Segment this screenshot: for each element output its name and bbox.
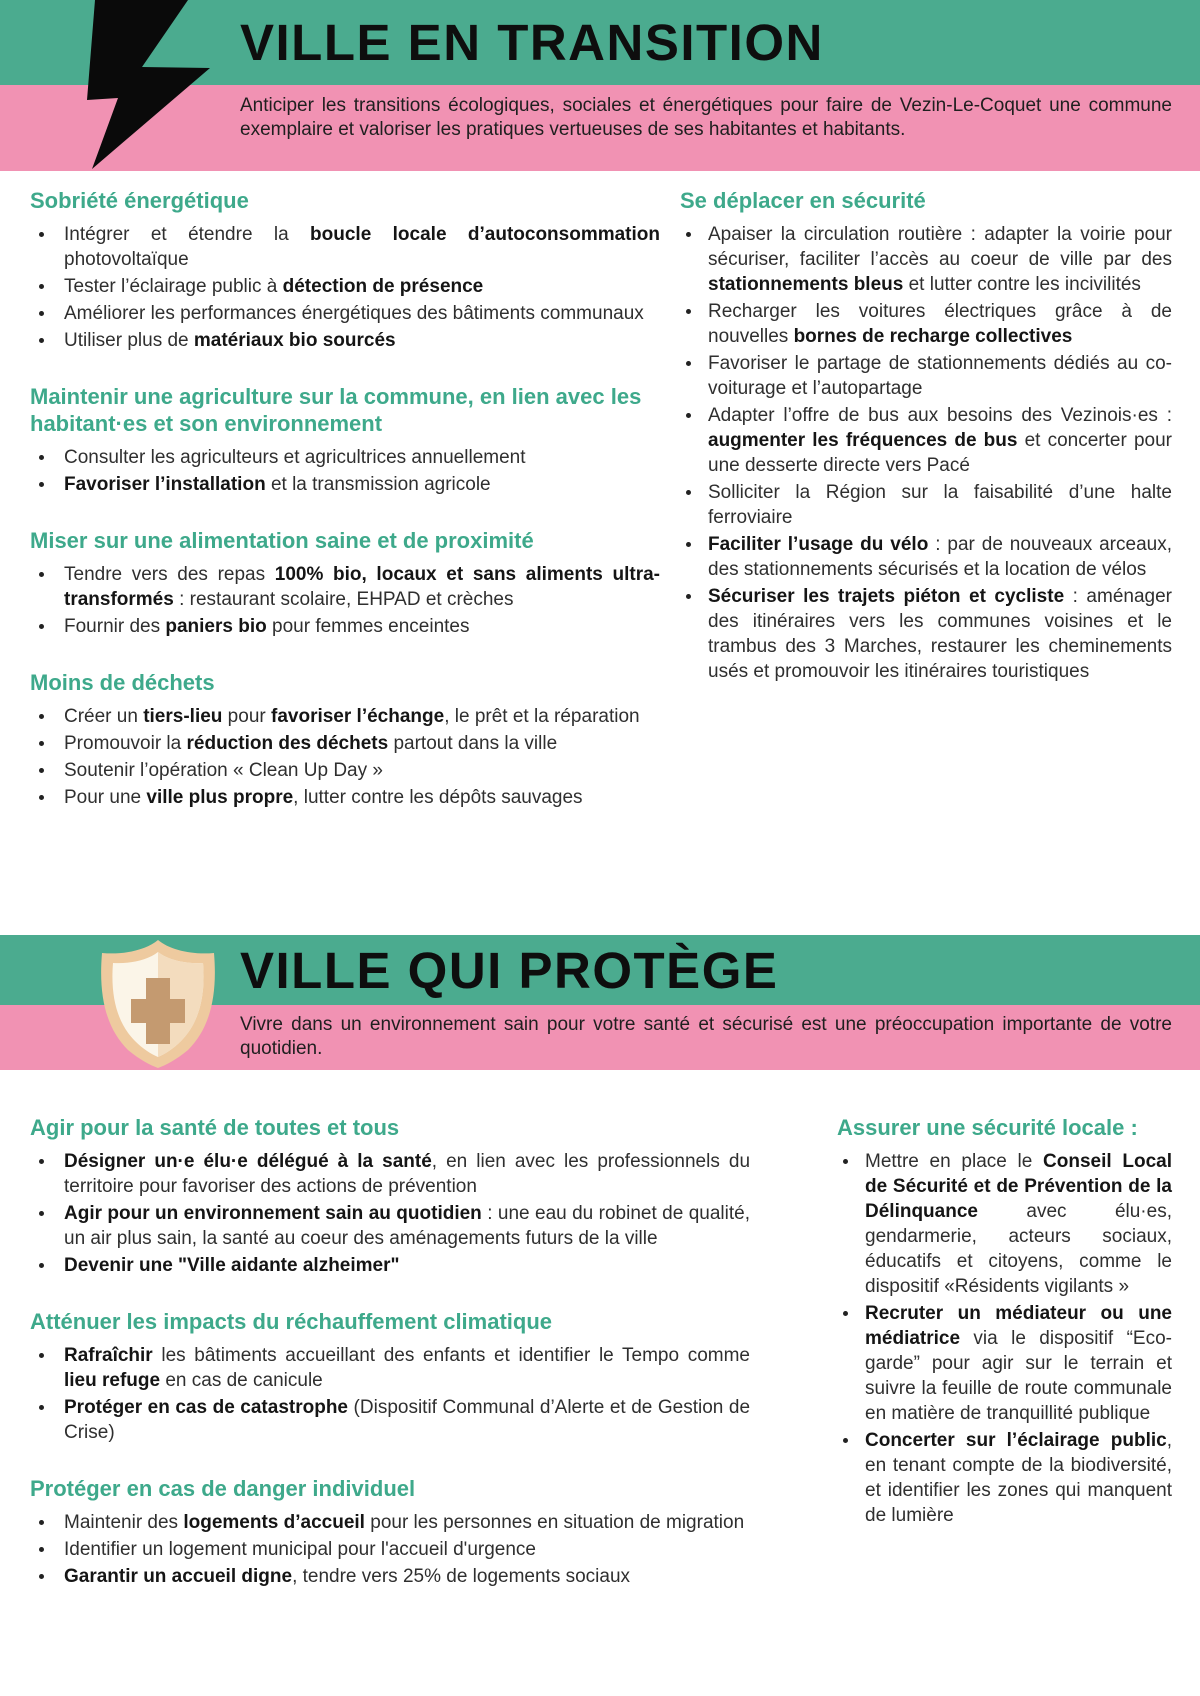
bold-text: Désigner un·e élu·e délégué à la santé bbox=[64, 1151, 432, 1172]
group-heading: Agir pour la santé de toutes et tous bbox=[30, 1115, 400, 1140]
list-item bbox=[30, 1510, 750, 1535]
list-item bbox=[30, 1149, 750, 1199]
list-item bbox=[837, 1301, 1172, 1426]
text: Créer un bbox=[64, 706, 144, 727]
text: et concerter pour une desserte directe vers Pacé bbox=[708, 430, 1172, 476]
list-item bbox=[680, 222, 1172, 297]
text: Apaiser la circulation routière : adapter la voirie pour sécuriser, faciliter l’accès au coeur de ville par des bbox=[708, 224, 1172, 270]
list-item bbox=[680, 584, 1172, 684]
group-heading: Moins de déchets bbox=[30, 670, 215, 695]
bullet-list bbox=[30, 562, 660, 639]
group-heading: Atténuer les impacts du réchauffement climatique bbox=[30, 1309, 553, 1334]
list-item bbox=[837, 1149, 1172, 1299]
bold-text: Sécuriser les trajets piéton et cycliste bbox=[708, 586, 1065, 607]
text: Recharger les voitures électriques grâce à de nouvelles bbox=[708, 301, 1172, 347]
text: : aménager des itinéraires vers les communes voisines et le trambus des 3 Marches, restaurer les cheminements usés et promouvoir les itinéraires touristiques bbox=[708, 586, 1172, 682]
section-title: VILLE QUI PROTÈGE bbox=[240, 941, 779, 999]
bold-text: Faciliter l’usage du vélo bbox=[708, 534, 929, 555]
list-item bbox=[30, 1537, 750, 1562]
list-item bbox=[30, 445, 660, 470]
column-right bbox=[837, 1114, 1172, 1591]
bold-text: lieu refuge bbox=[64, 1370, 161, 1391]
lightning-icon bbox=[78, 0, 218, 171]
list-item bbox=[30, 731, 660, 756]
text: Maintenir des bbox=[64, 1512, 184, 1533]
text: Consulter les agriculteurs et agricultrices annuellement bbox=[64, 447, 526, 468]
group-heading: Protéger en cas de danger individuel bbox=[30, 1476, 416, 1501]
text: Identifier un logement municipal pour l'accueil d'urgence bbox=[64, 1539, 536, 1560]
text: pour femmes enceintes bbox=[266, 616, 470, 637]
bold-text: Agir pour un environnement sain au quotidien bbox=[64, 1203, 482, 1224]
text: : une eau du robinet de qualité, un air plus sain, la santé au coeur des aménagements futurs de la ville bbox=[64, 1203, 750, 1249]
text: : restaurant scolaire, EHPAD et crèches bbox=[173, 589, 514, 610]
group-heading: Maintenir une agriculture sur la commune, en lien avec les habitant·es et son environnement bbox=[30, 384, 642, 436]
list-item bbox=[680, 532, 1172, 582]
list-item bbox=[30, 274, 660, 299]
text: avec élu·es, gendarmerie, acteurs sociaux, éducatifs et citoyens, comme le dispositif «Résidents vigilants » bbox=[865, 1201, 1172, 1297]
text: Pour une bbox=[64, 787, 147, 808]
shield-cross-icon bbox=[96, 938, 220, 1070]
bold-text: ville plus propre bbox=[146, 787, 294, 808]
bold-text: boucle locale d’autoconsommation bbox=[310, 224, 660, 245]
text: Améliorer les performances énergétiques des bâtiments communaux bbox=[64, 303, 644, 324]
text: , le prêt et la réparation bbox=[444, 706, 640, 727]
text: en cas de canicule bbox=[160, 1370, 323, 1391]
group-heading: Miser sur une alimentation saine et de proximité bbox=[30, 528, 534, 553]
section-title: VILLE EN TRANSITION bbox=[240, 14, 824, 71]
bold-text: stationnements bleus bbox=[708, 274, 904, 295]
list-item bbox=[837, 1428, 1172, 1528]
text: Mettre en place le bbox=[865, 1151, 1044, 1172]
list-item bbox=[30, 704, 660, 729]
text: pour bbox=[222, 706, 271, 727]
column-left bbox=[30, 1114, 750, 1591]
text: Intégrer et étendre la bbox=[64, 224, 311, 245]
list-item bbox=[30, 562, 660, 612]
list-item bbox=[30, 301, 660, 326]
group-heading: Se déplacer en sécurité bbox=[680, 188, 926, 213]
text: Utiliser plus de bbox=[64, 330, 194, 351]
bold-text: favoriser l’échange bbox=[271, 706, 445, 727]
list-item bbox=[680, 403, 1172, 478]
bold-text: logements d’accueil bbox=[183, 1512, 365, 1533]
list-item bbox=[30, 1564, 750, 1589]
section-description: Vivre dans un environnement sain pour votre santé et sécurisé est une préoccupation importante de votre quotidien. bbox=[240, 1014, 1172, 1059]
text: partout dans la ville bbox=[388, 733, 558, 754]
bold-text: Favoriser l’installation bbox=[64, 474, 266, 495]
bold-text: tiers-lieu bbox=[143, 706, 223, 727]
bullet-list bbox=[680, 222, 1172, 684]
list-item bbox=[680, 480, 1172, 530]
bullet-list bbox=[30, 1149, 750, 1278]
list-item bbox=[680, 299, 1172, 349]
text: et la transmission agricole bbox=[265, 474, 491, 495]
text: photovoltaïque bbox=[64, 249, 189, 270]
section-body bbox=[0, 171, 1200, 935]
text: Adapter l’offre de bus aux besoins des Vezinois·es : bbox=[708, 405, 1172, 426]
text: et lutter contre les incivilités bbox=[903, 274, 1141, 295]
bullet-list bbox=[30, 445, 660, 497]
list-item bbox=[30, 614, 660, 639]
column-right bbox=[680, 187, 1172, 935]
bold-text: matériaux bio sourcés bbox=[193, 330, 396, 351]
bold-text: Conseil Local de Sécurité et de Prévention de la Délinquance bbox=[865, 1151, 1172, 1222]
text: pour les personnes en situation de migration bbox=[364, 1512, 745, 1533]
bullet-list bbox=[837, 1149, 1172, 1528]
text: Solliciter la Région sur la faisabilité d’une halte ferroviaire bbox=[708, 482, 1172, 528]
list-item bbox=[680, 351, 1172, 401]
bullet-list bbox=[30, 704, 660, 810]
text: Fournir des bbox=[64, 616, 166, 637]
bold-text: réduction des déchets bbox=[186, 733, 389, 754]
bold-text: Devenir une "Ville aidante alzheimer" bbox=[64, 1255, 400, 1276]
text: (Dispositif Communal d’Alerte et de Gestion de Crise) bbox=[64, 1397, 751, 1443]
bold-text: Garantir un accueil digne bbox=[64, 1566, 293, 1587]
column-left bbox=[30, 187, 660, 935]
list-item bbox=[30, 1343, 750, 1393]
list-item bbox=[30, 472, 660, 497]
bullet-list bbox=[30, 1510, 750, 1589]
text: , tendre vers 25% de logements sociaux bbox=[292, 1566, 631, 1587]
text: via le dispositif “Eco-garde” pour agir sur le terrain et suivre la feuille de route communale en matière de tranquillité publique bbox=[865, 1328, 1172, 1424]
text: Promouvoir la bbox=[64, 733, 187, 754]
section-body bbox=[0, 1070, 1200, 1591]
text: , lutter contre les dépôts sauvages bbox=[293, 787, 583, 808]
bold-text: Concerter sur l’éclairage public bbox=[865, 1430, 1167, 1451]
list-item bbox=[30, 222, 660, 272]
text: Soutenir l’opération « Clean Up Day » bbox=[64, 760, 383, 781]
text: Tendre vers des repas bbox=[64, 564, 275, 585]
text: les bâtiments accueillant des enfants et identifier le Tempo comme bbox=[152, 1345, 750, 1366]
bold-text: bornes de recharge collectives bbox=[793, 326, 1073, 347]
bold-text: paniers bio bbox=[165, 616, 267, 637]
group-heading: Assurer une sécurité locale : bbox=[837, 1115, 1138, 1140]
bullet-list bbox=[30, 1343, 750, 1445]
bullet-list bbox=[30, 222, 660, 353]
bold-text: augmenter les fréquences de bus bbox=[708, 430, 1018, 451]
text: Favoriser le partage de stationnements dédiés au co-voiturage et l’autopartage bbox=[708, 353, 1172, 399]
text: , en tenant compte de la biodiversité, et identifier les zones qui manquent de lumière bbox=[865, 1430, 1172, 1526]
text: , en lien avec les professionnels du territoire pour favoriser des actions de prévention bbox=[64, 1151, 751, 1197]
section-ville-qui-protege bbox=[0, 935, 1200, 1591]
list-item bbox=[30, 328, 660, 353]
bold-text: 100% bio, locaux et sans aliments ultra-transformés bbox=[64, 564, 661, 610]
list-item bbox=[30, 785, 660, 810]
bold-text: Protéger en cas de catastrophe bbox=[64, 1397, 349, 1418]
bold-text: détection de présence bbox=[282, 276, 484, 297]
list-item bbox=[30, 1253, 750, 1278]
section-description: Anticiper les transitions écologiques, sociales et énergétiques pour faire de Vezin-Le-Coquet une commune exemplaire et valoriser les pratiques vertueuses de ses habitantes et habitants. bbox=[240, 95, 1172, 140]
text: : par de nouveaux arceaux, des stationnements sécurisés et la location de vélos bbox=[708, 534, 1172, 580]
list-item bbox=[30, 758, 660, 783]
bold-text: Recruter un médiateur ou une médiatrice bbox=[865, 1303, 1172, 1349]
text: Tester l’éclairage public à bbox=[64, 276, 283, 297]
list-item bbox=[30, 1395, 750, 1445]
group-heading: Sobriété énergétique bbox=[30, 188, 249, 213]
list-item bbox=[30, 1201, 750, 1251]
bold-text: Rafraîchir bbox=[64, 1345, 153, 1366]
